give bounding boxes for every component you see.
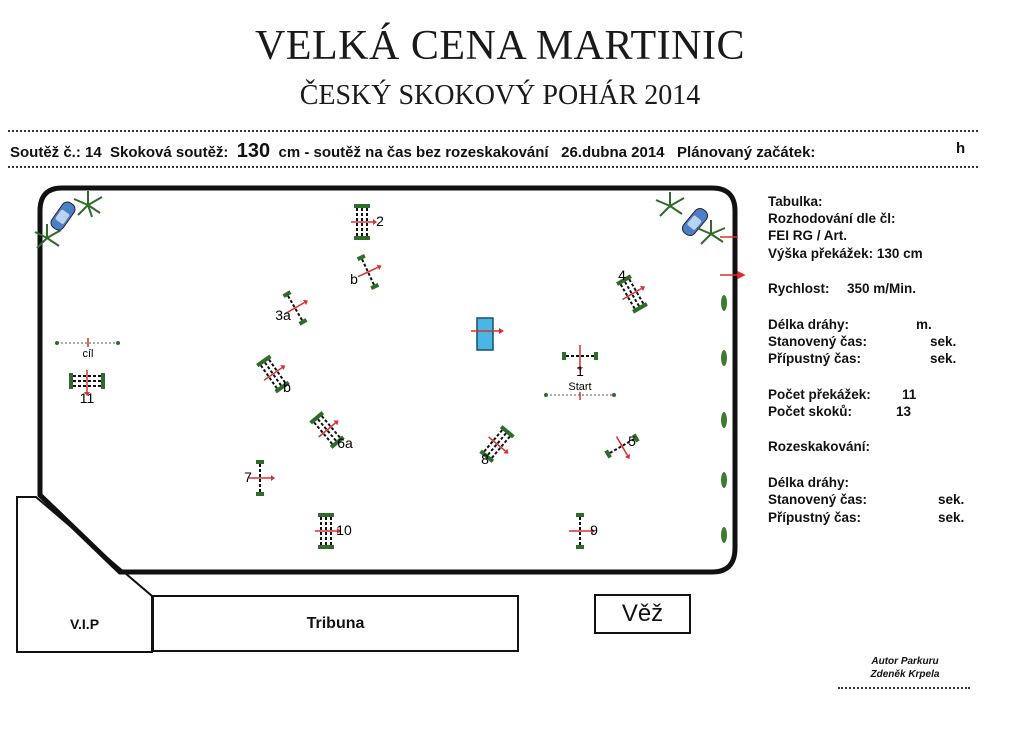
jumpoff-time-allowed-label: Stanovený čas: — [768, 492, 868, 507]
obstacle-label: 3a — [275, 307, 291, 323]
competition-height: 130 — [236, 140, 271, 162]
fei-rule: FEI RG / Art. — [768, 228, 848, 243]
tower-label: Věž — [621, 600, 664, 627]
obstacle-label: 4 — [618, 267, 626, 283]
obstacle-label: 2 — [376, 213, 384, 229]
obstacle-label: 1 — [576, 363, 584, 379]
time-allowed-label: Stanovený čas: — [768, 334, 868, 349]
jumpoff-time-limit-unit: sek. — [938, 510, 965, 525]
speed-value: 350 m/Min. — [847, 281, 917, 296]
jumpoff-time-limit-label: Přípustný čas: — [768, 510, 862, 525]
obstacle-label: b — [350, 271, 358, 287]
competition-number: Soutěž č.: 14 — [10, 144, 102, 161]
obstacle-label: 11 — [79, 390, 95, 406]
main-title: VELKÁ CENA MARTINIC — [255, 23, 745, 69]
jump-count-label: Počet skoků: — [768, 404, 853, 419]
author-caption: Autor Parkuru — [871, 656, 939, 667]
competition-date: 26.dubna 2014 — [561, 144, 665, 161]
time-limit-label: Přípustný čas: — [768, 351, 862, 366]
author-name: Zdeněk Krpela — [870, 669, 940, 680]
planned-start-unit: h — [956, 140, 966, 157]
rozhodovani-label: Rozhodování dle čl: — [768, 211, 896, 226]
obstacle-label: 7 — [244, 469, 252, 485]
obstacle-label: 9 — [590, 522, 598, 538]
tribuna-box — [152, 595, 519, 652]
tribuna-label: Tribuna — [306, 614, 365, 632]
course-length-label: Délka dráhy: — [768, 317, 850, 332]
obstacle-count-value: 11 — [902, 387, 917, 402]
subtitle: ČESKÝ SKOKOVÝ POHÁR 2014 — [299, 80, 701, 111]
obstacle-label: b — [283, 379, 291, 395]
course-author — [850, 655, 960, 681]
signature-line — [838, 687, 970, 689]
obstacle-label: 10 — [336, 522, 352, 538]
obstacle-label: 8 — [481, 451, 489, 467]
vip-label: V.I.P — [69, 616, 100, 632]
competition-description: cm - soutěž na čas bez rozeskakování — [278, 144, 549, 161]
tower-box — [594, 594, 691, 634]
jump-count-value: 13 — [896, 404, 912, 419]
competition-type: Skoková soutěž: — [110, 144, 229, 161]
tabulka-label: Tabulka: — [768, 194, 823, 209]
jumpoff-length-label: Délka dráhy: — [768, 475, 850, 490]
finish-label: cíl — [82, 348, 94, 360]
start-label: Start — [568, 381, 592, 393]
course-length-unit: m. — [916, 317, 932, 332]
obstacle-count-label: Počet překážek: — [768, 387, 871, 402]
time-limit-unit: sek. — [930, 351, 957, 366]
jumpoff-label: Rozeskakování: — [768, 439, 871, 454]
planned-start-label: Plánovaný začátek: — [677, 144, 816, 161]
obstacle-label: 5 — [628, 433, 636, 449]
jumpoff-time-allowed-unit: sek. — [938, 492, 965, 507]
obstacle-height: Výška překážek: 130 cm — [768, 246, 923, 261]
obstacle-label: 6a — [337, 435, 353, 451]
time-allowed-unit: sek. — [930, 334, 957, 349]
speed-label: Rychlost: — [768, 281, 830, 296]
